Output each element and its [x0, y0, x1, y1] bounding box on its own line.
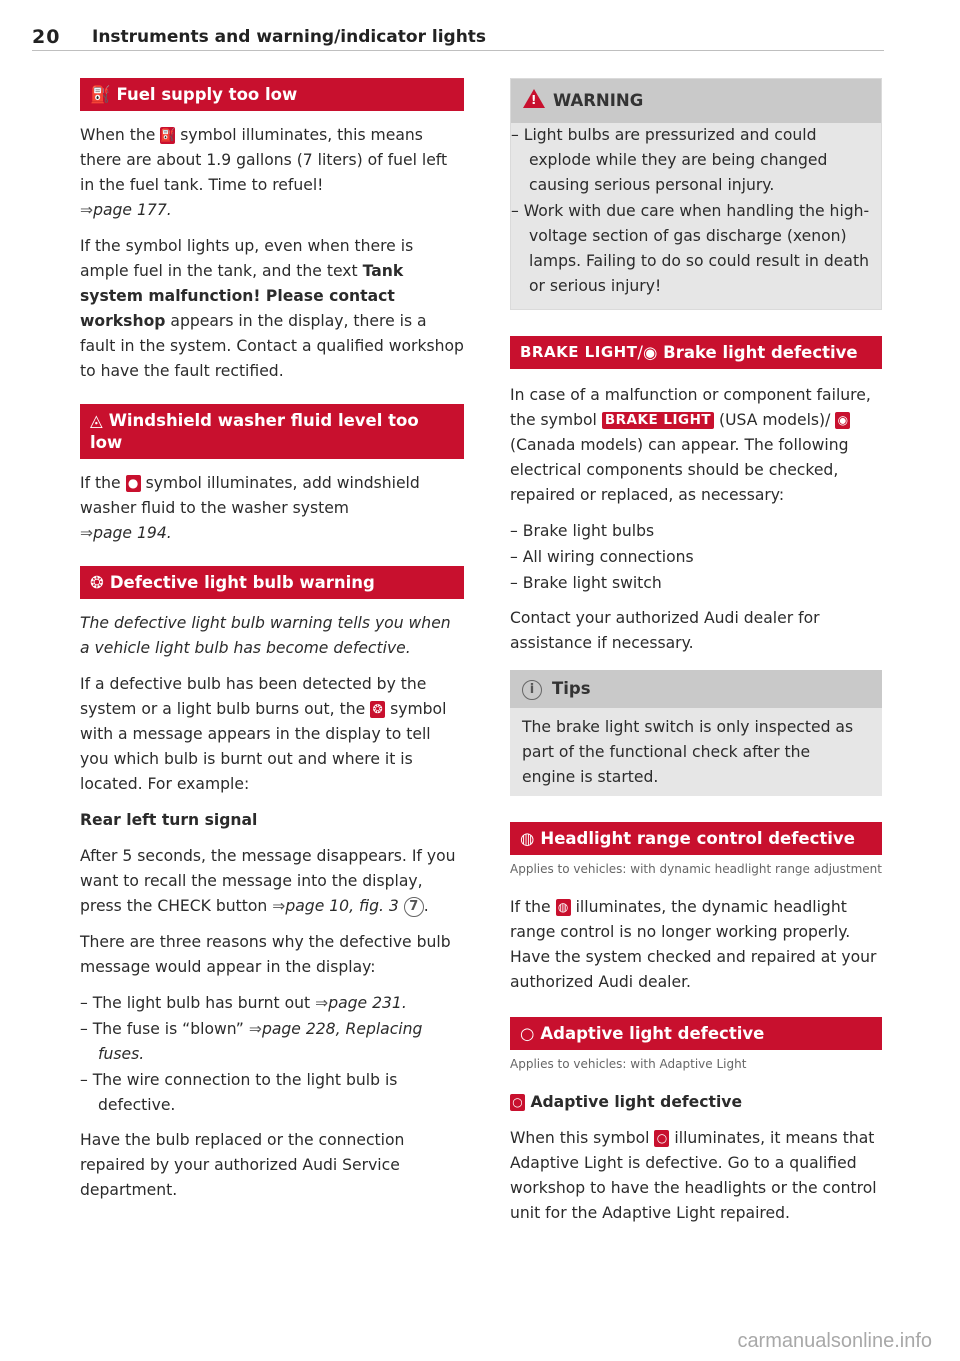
list-item: – Work with due care when handling the high-voltage section of gas discharge (xenon) lamps. Failing to do so could result in death or serious injury! — [511, 202, 870, 295]
text: (USA models)/ — [719, 411, 831, 429]
page-ref-link[interactable] — [315, 994, 407, 1012]
washer-fluid-icon: ● — [126, 475, 141, 492]
brake-heading-text: Brake light defective — [663, 343, 858, 362]
bulb-warning-icon: ❂ — [90, 573, 104, 592]
tips-header — [510, 670, 882, 708]
bulb-paragraph-4: Have the bulb replaced or the connection repaired by your authorized Audi Service department. — [80, 1131, 405, 1199]
arrow-right-icon: ⇒ — [272, 897, 286, 915]
tips-title: Tips — [552, 679, 591, 698]
fuel-pump-icon: ⛽ — [160, 128, 176, 142]
fuel-paragraph-1 — [80, 123, 464, 223]
ref-text: page 10, fig. 3 — [285, 897, 399, 915]
adaptive-light-icon: ○ — [654, 1130, 669, 1147]
list-item: – Brake light switch — [510, 574, 662, 592]
watermark: carmanualsonline.info — [737, 1330, 932, 1352]
warning-list — [511, 123, 881, 299]
bulb-example: Rear left turn signal — [80, 811, 258, 829]
text: symbol with a message appears in the display to tell you which bulb is burnt out and where it is located. For example: — [80, 700, 447, 793]
text: illuminates, the dynamic headlight range control is no longer working properly. Have the system checked and repaired at your authorized Audi dealer. — [510, 898, 877, 991]
brake-light-icon: ◉ — [835, 412, 850, 429]
text: – The light bulb has burnt out — [80, 994, 311, 1012]
fuel-heading — [80, 78, 464, 111]
brake-light-chip: BRAKE LIGHT — [602, 412, 714, 429]
text: (Canada models) can appear. The following electrical components should be checked, repaired or replaced, as necessary: — [510, 436, 849, 504]
tips-text: The brake light switch is only inspected as part of the functional check after the engine is started. — [522, 718, 854, 786]
page-header — [32, 26, 884, 51]
text: After 5 seconds, the message disappears. If you want to recall the message into the display, press the CHECK button — [80, 847, 456, 915]
tips-box — [510, 670, 882, 796]
bulb-heading-text: Defective light bulb warning — [109, 573, 375, 592]
adaptive-heading-text: Adaptive light defective — [540, 1024, 765, 1043]
callout-number: 7 — [404, 897, 424, 917]
page-ref-link[interactable] — [272, 897, 399, 915]
page-ref-link[interactable] — [80, 524, 172, 542]
text: When this symbol — [510, 1129, 650, 1147]
left-column — [80, 78, 464, 1214]
fuel-heading-text: Fuel supply too low — [116, 85, 298, 104]
text: symbol illuminates, add windshield washer fluid to the washer system — [80, 474, 420, 517]
ref-text: page 194. — [93, 524, 172, 542]
text: – The fuse is “blown” — [80, 1020, 244, 1038]
text: Adaptive light defective — [530, 1093, 743, 1111]
arrow-right-icon: ⇒ — [315, 994, 329, 1012]
text: appears in the display, there is a fault in the system. Contact a qualified workshop to have the fault rectified. — [80, 312, 464, 380]
adaptive-paragraph — [510, 1126, 882, 1226]
brake-heading — [510, 336, 882, 369]
brake-paragraph-2: Contact your authorized Audi dealer for assistance if necessary. — [510, 609, 820, 652]
bulb-paragraph-1 — [80, 672, 464, 797]
warning-box — [510, 78, 882, 310]
ref-text: page 177. — [93, 201, 172, 219]
applies-note: Applies to vehicles: with Adaptive Light — [510, 1057, 747, 1071]
adaptive-subheading — [510, 1090, 882, 1115]
brake-light-icon: /◉ — [637, 343, 658, 362]
brake-components-list — [510, 519, 882, 596]
washer-heading — [80, 404, 464, 459]
display-message: Tank system malfunction! Please contact workshop — [80, 262, 404, 330]
text: illuminates, it means that Adaptive Light is defective. Go to a qualified workshop to have the headlights or the control unit for the Adaptive Light repaired. — [510, 1129, 877, 1222]
fuel-paragraph-2 — [80, 234, 464, 384]
brake-paragraph-1 — [510, 383, 882, 508]
adaptive-light-icon: ○ — [510, 1094, 525, 1111]
arrow-right-icon: ⇒ — [80, 201, 94, 219]
text: If the — [510, 898, 551, 916]
list-item: – All wiring connections — [510, 548, 694, 566]
list-item — [80, 991, 464, 1016]
fuel-pump-icon: ⛽ — [90, 85, 111, 104]
right-column — [510, 78, 882, 1237]
text: If the symbol lights up, even when there is ample fuel in the tank, and the text — [80, 237, 414, 280]
applies-note: Applies to vehicles: with dynamic headlight range adjustment — [510, 862, 882, 876]
page-ref-link[interactable] — [80, 201, 172, 219]
warning-triangle-icon: ! — [523, 89, 545, 108]
washer-heading-text: Windshield washer fluid level too low — [90, 411, 419, 452]
headlight-range-icon: ◍ — [520, 829, 535, 848]
bulb-paragraph-2: After 5 seconds, the message disappears. If you want to recall the message into the display, press the CHECK button ⇒page 10, fig. 3 7 . — [80, 847, 456, 915]
headlight-range-heading — [510, 822, 882, 855]
washer-fluid-icon: ◬ — [90, 411, 103, 430]
text: If the — [80, 474, 121, 492]
text: When the — [80, 126, 156, 144]
text: In case of a malfunction or component failure, the symbol — [510, 386, 871, 429]
headlight-range-paragraph — [510, 895, 882, 995]
headlight-range-heading-text: Headlight range control defective — [540, 829, 855, 848]
list-item: – Brake light bulbs — [510, 522, 655, 540]
washer-paragraph — [80, 471, 464, 546]
adaptive-light-icon: ○ — [520, 1024, 535, 1043]
text: If a defective bulb has been detected by the system or a light bulb burns out, the — [80, 675, 427, 718]
list-item — [80, 1017, 464, 1067]
adaptive-heading — [510, 1017, 882, 1050]
ref-text: page 228, Replacing fuses. — [98, 1020, 423, 1063]
text: symbol illuminates, this means there are about 1.9 gallons (7 liters) of fuel left in the fuel tank. Time to refuel! — [80, 126, 448, 194]
headlight-range-icon: ◍ — [556, 899, 571, 916]
bulb-heading — [80, 566, 464, 599]
arrow-right-icon: ⇒ — [248, 1020, 262, 1038]
warning-title: WARNING — [553, 91, 644, 110]
page-number: 20 — [32, 26, 61, 48]
info-icon: i — [522, 680, 542, 700]
list-item: – The wire connection to the light bulb is defective. — [80, 1071, 398, 1114]
ref-text: page 231. — [328, 994, 407, 1012]
bulb-intro: The defective light bulb warning tells you when a vehicle light bulb has become defective. — [80, 614, 451, 657]
section-title: Instruments and warning/indicator lights — [92, 27, 487, 47]
bulb-paragraph-3: There are three reasons why the defective bulb message would appear in the display: — [80, 933, 451, 976]
warning-header — [511, 79, 881, 123]
arrow-right-icon: ⇒ — [80, 524, 94, 542]
reasons-list — [80, 991, 464, 1118]
brake-light-chip: BRAKE LIGHT — [520, 343, 638, 361]
list-item: – Light bulbs are pressurized and could explode while they are being changed causing serious personal injury. — [511, 126, 828, 194]
bulb-warning-icon: ❂ — [370, 701, 385, 718]
